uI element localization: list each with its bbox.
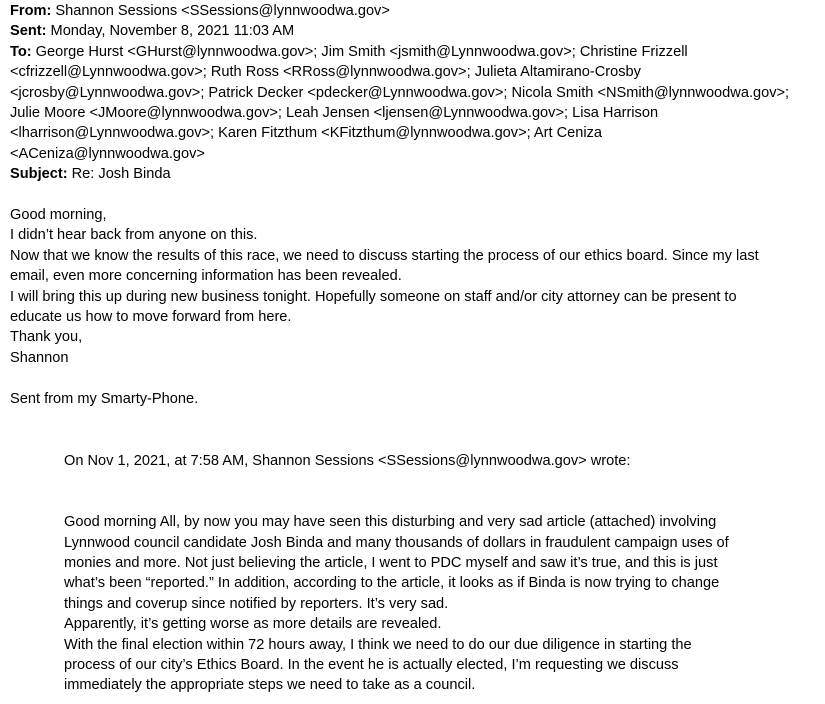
body-line: Shannon (10, 349, 69, 366)
to-value-line: <jcrosby@Lynnwoodwa.gov>; Patrick Decker <pdecker@Lynnwoodwa.gov>; Nicola Smith <NSmith@lynnwoodwa.gov>; (10, 84, 790, 101)
quote-attribution: On Nov 1, 2021, at 7:58 AM, Shannon Sessions <SSessions@lynnwoodwa.gov> wrote: (64, 453, 631, 469)
quoted-line: Apparently, it’s getting worse as more details are revealed. (64, 616, 442, 633)
to-value-line: George Hurst <GHurst@lynnwoodwa.gov>; Jim Smith <jsmith@Lynnwoodwa.gov>; Christine Frizzell (31, 43, 688, 60)
body-line: Thank you, (10, 329, 83, 346)
quoted-line: process of our city’s Ethics Board. In the event he is actually elected, I’m requesting we discuss (64, 657, 679, 674)
subject-label: Subject: (10, 166, 68, 183)
to-value-line: <lharrison@Lynnwoodwa.gov>; Karen Fitzthum <KFitzthum@lynnwoodwa.gov>; Art Ceniza (10, 125, 603, 142)
from-row (10, 1, 822, 21)
body-line: Good morning, (10, 207, 107, 224)
signature: Sent from my Smarty-Phone. (10, 390, 199, 407)
subject-value: Re: Josh Binda (67, 166, 171, 183)
quoted-line: With the final election within 72 hours away, I think we need to do our due diligence in starting the (64, 636, 692, 653)
to-value-line: <ACeniza@lynnwoodwa.gov> (10, 145, 205, 162)
quoted-line: monies and more. Not just believing the article, I went to PDC myself and saw it’s true, and this is just (64, 555, 718, 572)
to-value-line: <cfrizzell@Lynnwoodwa.gov>; Ruth Ross <RRoss@lynnwoodwa.gov>; Julieta Altamirano-Crosby (10, 64, 641, 81)
body-line: I will bring this up during new business tonight. Hopefully someone on staff and/or city attorney can be present to (10, 288, 737, 305)
to-value-line: Julie Moore <JMoore@lynnwoodwa.gov>; Leah Jensen <ljensen@Lynnwoodwa.gov>; Lisa Harrison (10, 105, 659, 122)
body-line: Now that we know the results of this race, we need to discuss starting the process of our ethics board. Since my last (10, 247, 759, 264)
sent-label: Sent: (10, 23, 47, 40)
quoted-line: things and coverup since notified by reporters. It’s very sad. (64, 595, 449, 612)
subject-row (10, 164, 822, 184)
body-line: educate us how to move forward from here. (10, 309, 292, 326)
to-label: To: (10, 43, 32, 60)
sent-row (10, 21, 822, 41)
from-label: From: (10, 3, 52, 19)
to-row (10, 42, 822, 62)
body-line: I didn’t hear back from anyone on this. (10, 227, 258, 244)
quoted-message (64, 451, 824, 696)
from-value: Shannon Sessions <SSessions@lynnwoodwa.gov> (51, 3, 390, 19)
quoted-line: Lynnwood council candidate Josh Binda and many thousands of dollars in fraudulent campaign uses of (64, 534, 729, 551)
body-line: email, even more concerning information has been revealed. (10, 268, 402, 285)
sent-value: Monday, November 8, 2021 11:03 AM (46, 23, 295, 40)
quoted-line: Good morning All, by now you may have seen this disturbing and very sad article (attached) involving (64, 514, 717, 531)
quoted-line: what’s been “reported.” In addition, according to the article, it looks as if Binda is now trying to change (64, 575, 720, 592)
quoted-line: immediately the appropriate steps we need to take as a council. (64, 677, 476, 694)
email-message (10, 1, 822, 409)
